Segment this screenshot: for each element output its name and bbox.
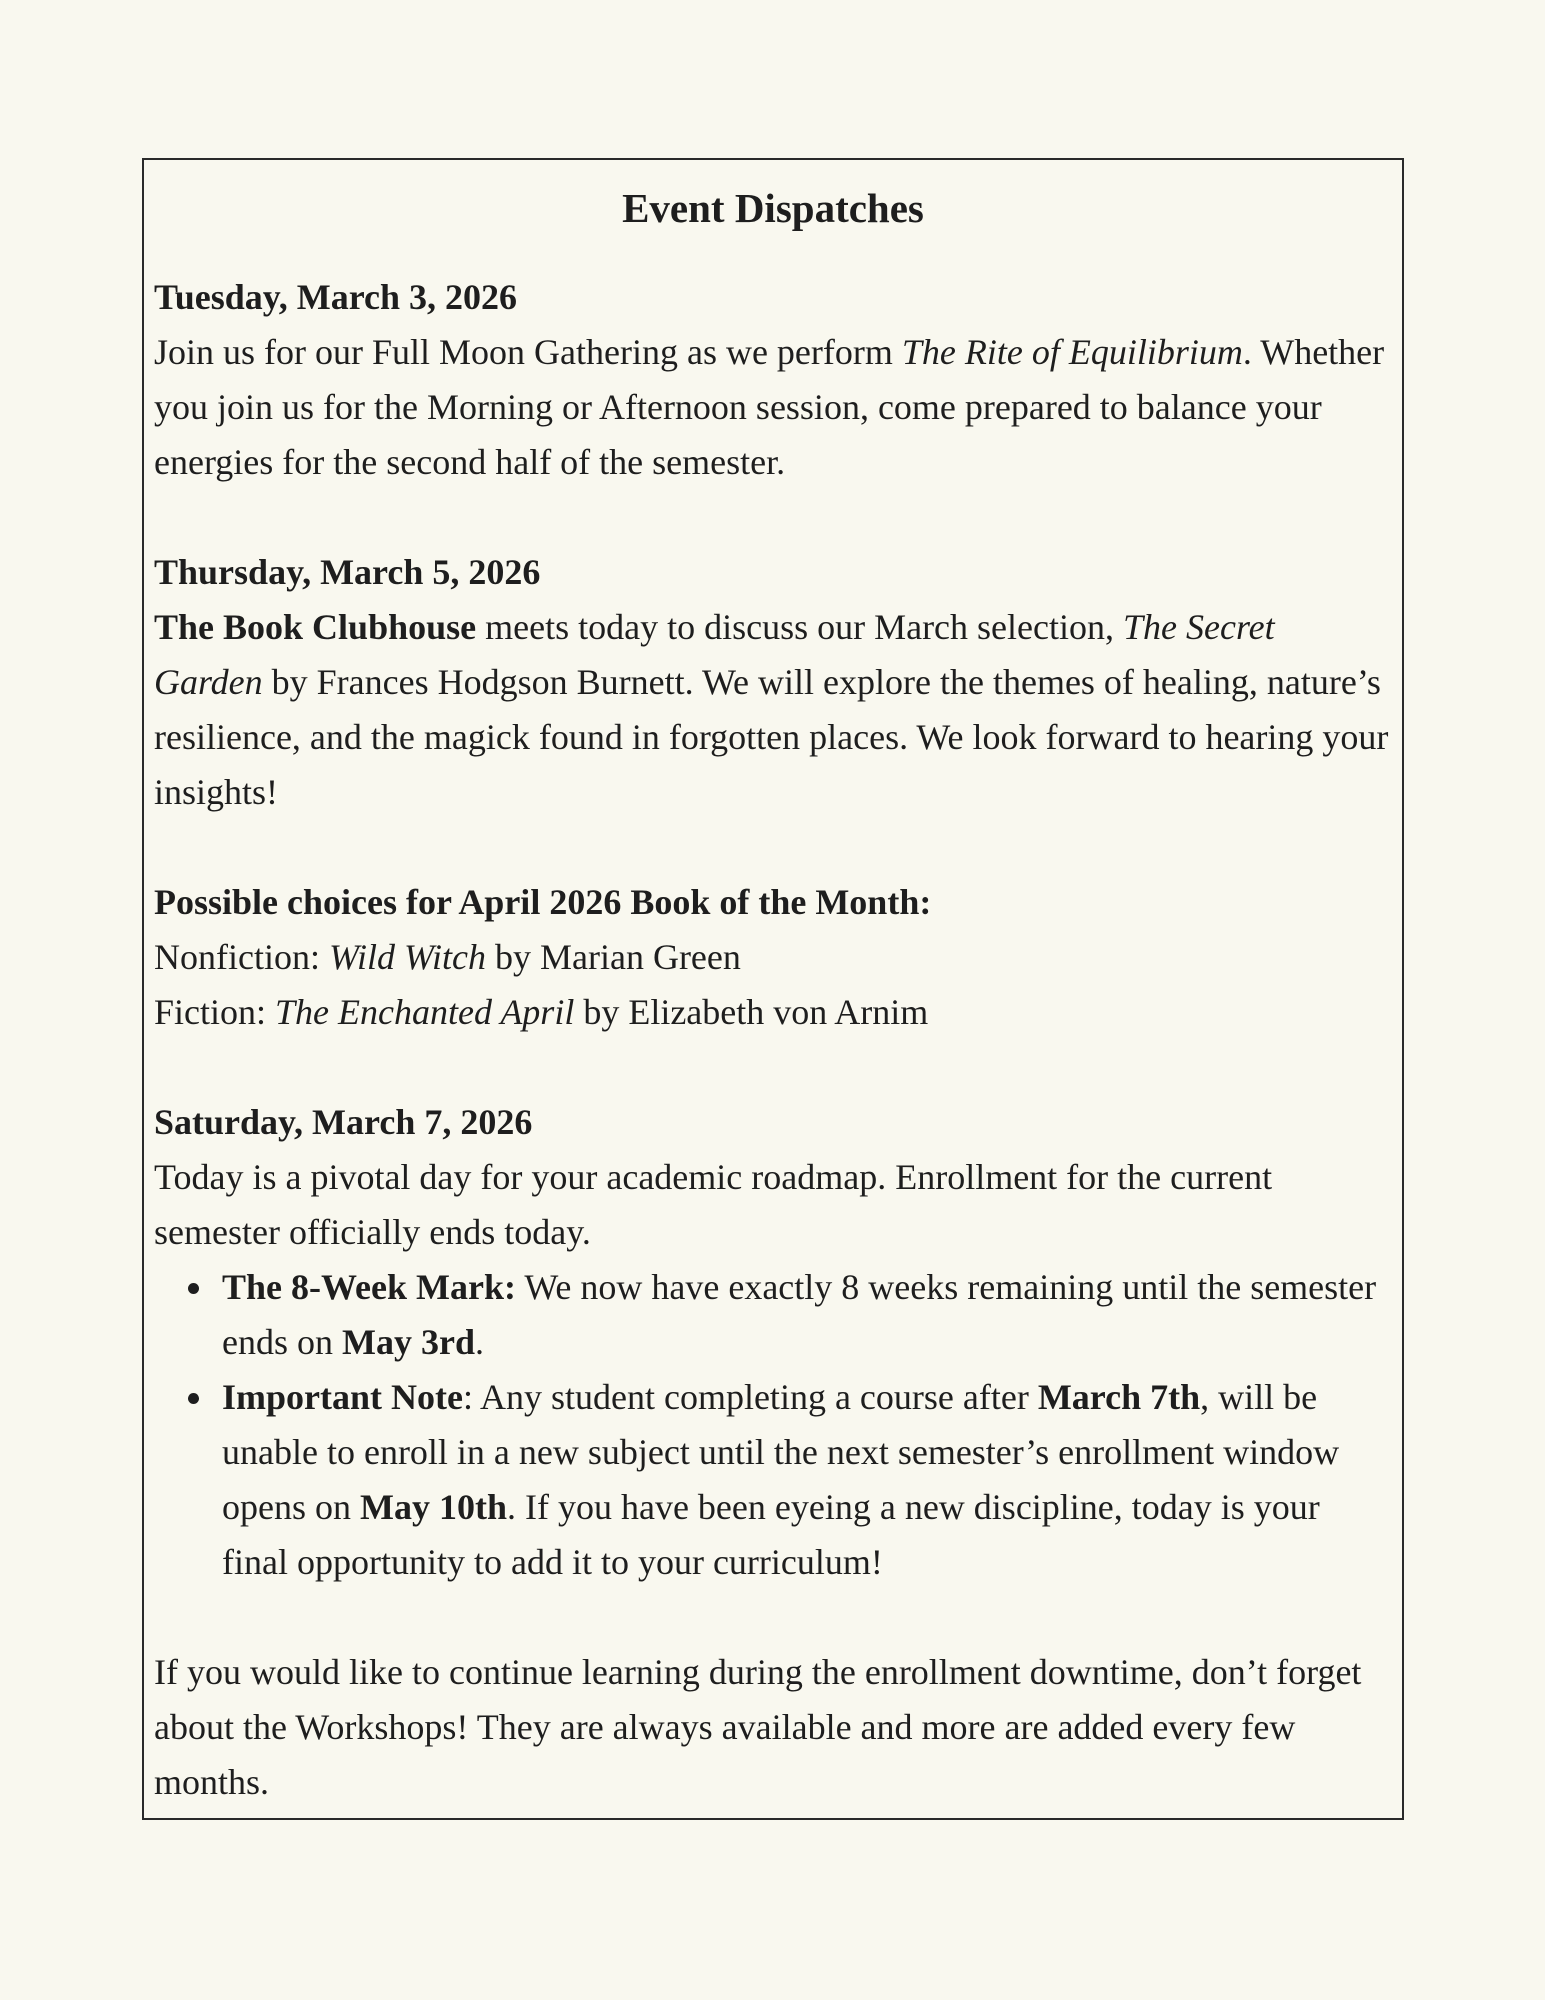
bullet-date: May 3rd: [342, 1322, 475, 1362]
bullet-text: , will be unable to enroll in a new subject until the next semester’s enrollment window opens on: [222, 1377, 1340, 1527]
event-description: [154, 325, 1392, 490]
event-saturday: [154, 1095, 1392, 1590]
event-thursday: [154, 545, 1392, 820]
book-title: The Enchanted April: [275, 992, 575, 1032]
event-text: meets today to discuss our March selection,: [476, 607, 1123, 647]
bullet-text: .: [474, 1322, 484, 1362]
event-text: by Frances Hodgson Burnett. We will explore the themes of healing, nature’s resilience, and the magick found in forgotten places. We look forward to hearing your insights!: [154, 662, 1389, 812]
choice-label: Nonfiction:: [154, 937, 329, 977]
bullet-text: We now have exactly 8 weeks remaining until the semester ends on: [222, 1267, 1377, 1362]
event-description: Today is a pivotal day for your academic roadmap. Enrollment for the current semester officially ends today.: [154, 1157, 1273, 1252]
event-date: Tuesday, March 3, 2026: [154, 277, 518, 317]
fiction-choice: [154, 985, 1392, 1040]
event-date: Saturday, March 7, 2026: [154, 1102, 533, 1142]
bullet-date: March 7th: [1037, 1377, 1201, 1417]
bullet-label: The 8-Week Mark:: [222, 1267, 516, 1307]
event-tuesday: [154, 270, 1392, 490]
book-title: Wild Witch: [328, 937, 486, 977]
event-text: . Whether you join us for the Morning or Afternoon session, come prepared to balance your energies for the second half of the semester.: [154, 332, 1385, 482]
book-author: by Marian Green: [485, 937, 741, 977]
dispatch-frame: [142, 158, 1404, 1820]
section-heading: Possible choices for April 2026 Book of the Month:: [154, 882, 932, 922]
closing-note: If you would like to continue learning during the enrollment downtime, don’t forget about the Workshops! They are always available and more are added every few months.: [154, 1652, 1362, 1802]
event-date: Thursday, March 5, 2026: [154, 552, 541, 592]
book-author: by Elizabeth von Arnim: [574, 992, 929, 1032]
nonfiction-choice: [154, 930, 1392, 985]
choice-label: Fiction:: [154, 992, 276, 1032]
club-name: The Book Clubhouse: [154, 607, 477, 647]
event-text: Join us for our Full Moon Gathering as we perform: [154, 332, 902, 372]
list-item: [222, 1370, 1392, 1590]
april-book-choices: [154, 875, 1392, 1040]
bullet-list: [154, 1260, 1392, 1590]
event-description: [154, 600, 1392, 820]
bullet-date: May 10th: [360, 1487, 507, 1527]
book-title: The Secret Garden: [154, 607, 1275, 702]
bullet-label: Important Note: [222, 1377, 463, 1417]
bullet-text: : Any student completing a course after: [462, 1377, 1038, 1417]
list-item: [222, 1260, 1392, 1370]
ritual-title: The Rite of Equilibrium: [901, 332, 1243, 372]
bullet-text: . If you have been eyeing a new discipline, today is your final opportunity to add it to your curriculum!: [222, 1487, 1320, 1582]
page-title: Event Dispatches: [622, 185, 924, 231]
